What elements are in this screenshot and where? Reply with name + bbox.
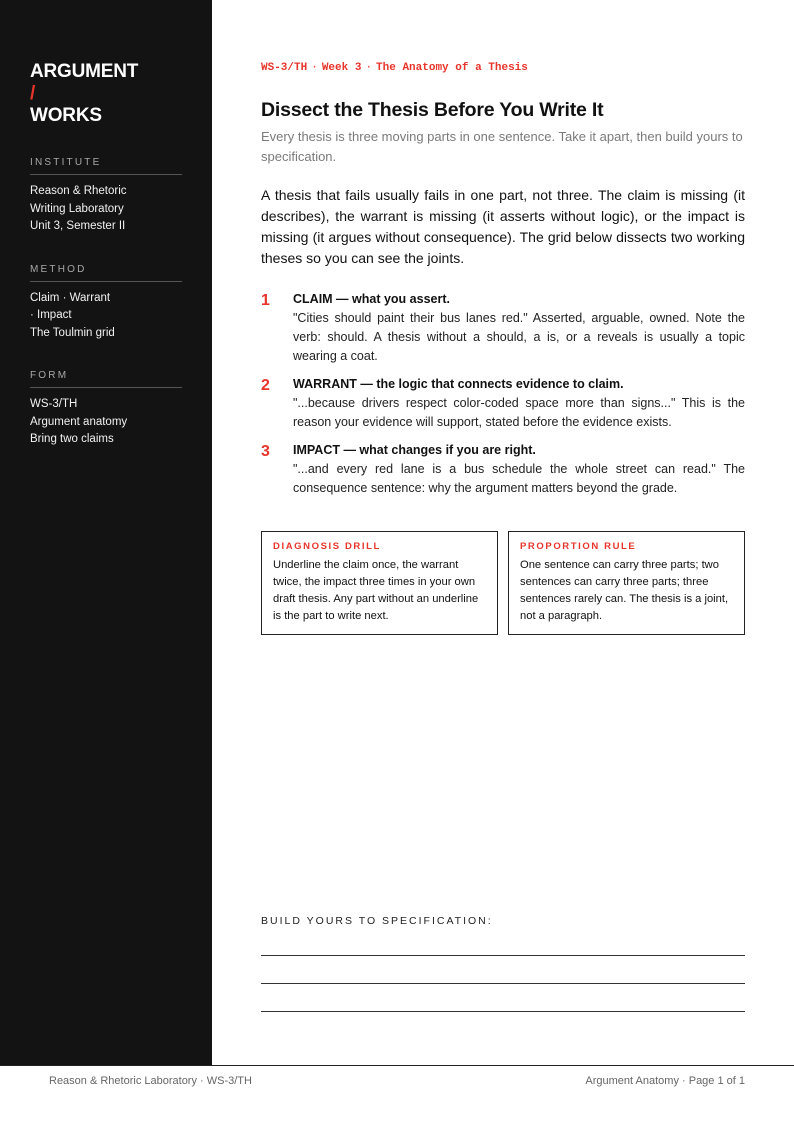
kicker-separator: ·	[311, 62, 318, 74]
diagnosis-drill-box	[261, 531, 498, 635]
part-number: 2	[261, 377, 270, 394]
sidebar-line: The Toulmin grid	[30, 326, 115, 339]
sidebar-heading: METHOD	[30, 264, 182, 282]
brand-slash: /	[30, 83, 36, 104]
proportion-rule-box	[508, 531, 745, 635]
callout-boxes	[261, 531, 745, 635]
thesis-part-claim	[261, 290, 745, 366]
sidebar-line: Argument anatomy	[30, 415, 128, 428]
intro-paragraph: A thesis that fails usually fails in one part, not three. The claim is missing (it describes), the warrant is missing (it asserts without logic), or the impact is missing (it argues without consequence). The grid below dissects two working theses so you can see the joints.	[261, 187, 745, 266]
sidebar	[0, 0, 212, 1065]
part-body: "Cities should paint their bus lanes red." Asserted, arguable, owned. Note the verb: should. A thesis without a should, a is, or a reveals is usually a topic wearing a coat.	[293, 311, 745, 363]
writing-line[interactable]	[261, 1011, 745, 1012]
part-title: IMPACT — what changes if you are right.	[293, 443, 536, 457]
part-body: "...because drivers respect color-coded space more than signs..." This is the reason your evidence will support, stated before the evidence exists.	[293, 396, 745, 429]
box-heading: DIAGNOSIS DRILL	[273, 541, 381, 552]
footer-left-text: Reason & Rhetoric Laboratory · WS-3/TH	[49, 1075, 252, 1087]
build-label: BUILD YOURS TO SPECIFICATION:	[261, 915, 493, 927]
sidebar-section-method	[30, 264, 182, 343]
box-body: One sentence can carry three parts; two sentences can carry three parts; three sentences rarely can. The thesis is a joint, not a paragraph.	[520, 559, 729, 622]
box-heading: PROPORTION RULE	[520, 541, 637, 552]
sidebar-heading: FORM	[30, 370, 182, 388]
build-section	[261, 915, 745, 927]
thesis-part-impact	[261, 441, 745, 498]
box-body: Underline the claim once, the warrant twice, the impact three times in your own draft thesis. Any part without an underline is the part to write next.	[273, 559, 479, 622]
sidebar-line: Claim · Warrant	[30, 291, 111, 304]
brand-logo	[30, 61, 182, 127]
sidebar-section-form	[30, 370, 182, 449]
sidebar-line: Writing Laboratory	[30, 202, 124, 215]
sidebar-heading: INSTITUTE	[30, 157, 182, 175]
page-title: Dissect the Thesis Before You Write It	[261, 99, 604, 121]
worksheet-kicker	[261, 62, 528, 74]
writing-line[interactable]	[261, 983, 745, 984]
kicker-week: Week 3	[321, 62, 362, 74]
footer-divider	[0, 1065, 794, 1066]
kicker-topic: The Anatomy of a Thesis	[376, 62, 528, 74]
part-title: WARRANT — the logic that connects evidence to claim.	[293, 377, 624, 391]
writing-line[interactable]	[261, 955, 745, 956]
sidebar-line: WS-3/TH	[30, 398, 78, 410]
part-body: "...and every red lane is a bus schedule the whole street can read." The consequence sentence: why the argument matters beyond the grade.	[293, 462, 745, 495]
sidebar-line: Reason & Rhetoric	[30, 185, 127, 197]
thesis-parts-list	[261, 290, 745, 507]
part-number: 3	[261, 443, 270, 460]
sidebar-line: · Impact	[30, 309, 72, 321]
footer-right-text: Argument Anatomy · Page 1 of 1	[585, 1075, 745, 1087]
brand-line-2: WORKS	[30, 105, 102, 126]
part-number: 1	[261, 292, 270, 309]
sidebar-section-institute	[30, 157, 182, 236]
kicker-code: WS-3/TH	[261, 62, 308, 74]
page-subtitle: Every thesis is three moving parts in one sentence. Take it apart, then build yours to specification.	[261, 129, 743, 164]
sidebar-line: Bring two claims	[30, 433, 114, 445]
sidebar-line: Unit 3, Semester II	[30, 220, 126, 232]
thesis-part-warrant	[261, 375, 745, 432]
kicker-separator: ·	[365, 62, 373, 74]
brand-line-1: ARGUMENT	[30, 61, 139, 82]
part-title: CLAIM — what you assert.	[293, 292, 450, 306]
